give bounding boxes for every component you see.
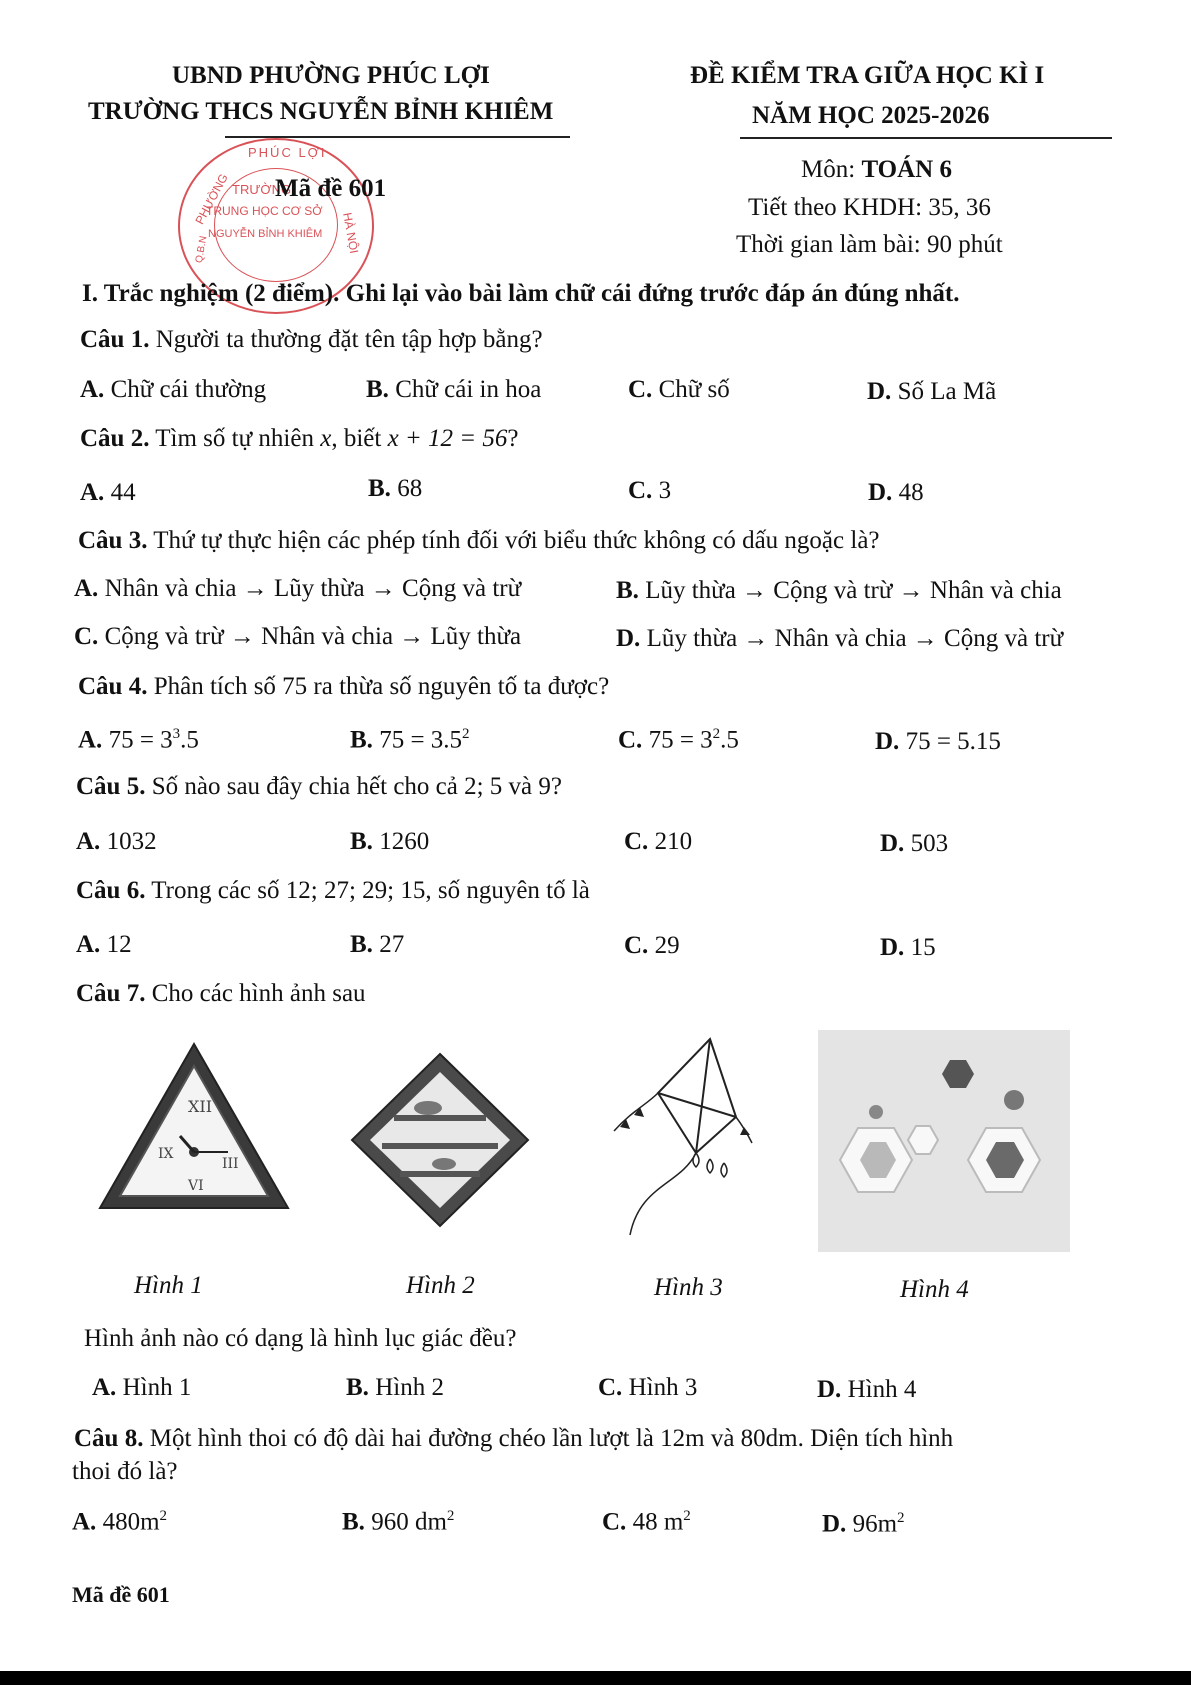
question-1 [80, 326, 543, 354]
option-letter: C. [628, 477, 653, 504]
q6-option-c [624, 932, 680, 960]
option-text: Lũy thừa → Nhân và chia → Cộng và trừ [640, 625, 1064, 652]
q8-option-a [72, 1508, 167, 1536]
option-letter: D. [822, 1510, 847, 1538]
option-text: Hình 4 [841, 1376, 917, 1403]
option-letter: C. [628, 376, 653, 403]
q8-option-b [342, 1508, 454, 1536]
q6-option-d [880, 934, 936, 962]
question-text: Cho các hình ảnh sau [145, 980, 366, 1007]
option-letter: B. [616, 577, 639, 604]
option-text: 48 [892, 479, 924, 506]
option-text: .5 [720, 726, 739, 754]
question-text: Thứ tự thực hiện các phép tính đối với biểu thức không có dấu ngoặc là? [147, 527, 880, 554]
option-letter: D. [868, 479, 893, 506]
question-text: Một hình thoi có độ dài hai đường chéo lần lượt là 12m và 80dm. Diện tích hình [143, 1425, 954, 1452]
option-letter: B. [350, 828, 373, 855]
q1-option-d [867, 378, 996, 406]
q3-option-b [616, 577, 1062, 605]
figure-4-hexagon-shelves [818, 1030, 1070, 1252]
option-letter: C. [598, 1374, 623, 1401]
option-text: 75 = 5.15 [899, 728, 1001, 755]
q7-option-d [817, 1376, 916, 1404]
q4-option-d [875, 728, 1001, 756]
q4-option-b [350, 726, 470, 754]
q1-option-a [80, 376, 266, 404]
exponent: 2 [712, 726, 721, 742]
q6-option-a [76, 931, 132, 959]
option-letter: C. [602, 1508, 627, 1536]
option-letter: D. [867, 378, 892, 405]
option-letter: A. [76, 931, 101, 958]
option-letter: A. [80, 479, 105, 506]
option-letter: B. [366, 376, 389, 403]
question-label: Câu 3. [78, 527, 148, 554]
option-text: 480m [96, 1508, 160, 1536]
option-letter: C. [618, 726, 643, 754]
exam-title: ĐỀ KIỂM TRA GIỮA HỌC KÌ I [690, 62, 1045, 89]
option-letter: A. [80, 376, 105, 403]
periods-line: Tiết theo KHDH: 35, 36 [748, 194, 991, 221]
subject-name: TOÁN 6 [861, 156, 952, 183]
option-text: 27 [372, 931, 405, 958]
stamp-line-2: TRUNG HỌC CƠ SỞ [206, 204, 323, 218]
option-text: 960 dm [364, 1508, 447, 1536]
option-text: Cộng và trừ → Nhân và chia → Lũy thừa [98, 623, 522, 650]
figure-1-triangle-clock [96, 1040, 292, 1212]
question-label: Câu 5. [76, 773, 146, 800]
q3-option-c [74, 623, 521, 651]
option-text: 48 m [626, 1508, 684, 1536]
svg-text:III: III [222, 1156, 239, 1172]
q7-option-c [598, 1374, 697, 1402]
option-text: Số La Mã [891, 378, 997, 405]
q1-option-b [366, 376, 541, 404]
q2-option-c [628, 477, 671, 505]
stamp-line-1: TRƯỜNG [232, 182, 292, 197]
svg-text:VI: VI [188, 1178, 204, 1194]
option-letter: A. [78, 726, 103, 754]
question-label: Câu 1. [80, 326, 150, 353]
option-letter: B. [346, 1374, 369, 1401]
option-letter: A. [74, 575, 99, 602]
option-letter: A. [76, 828, 101, 855]
option-text: 12 [100, 931, 132, 958]
option-text: 15 [904, 934, 936, 961]
question-2 [80, 425, 519, 453]
option-letter: C. [624, 828, 649, 855]
q7-option-b [346, 1374, 444, 1402]
option-text: 210 [648, 828, 693, 855]
option-text: Hình 2 [368, 1374, 444, 1401]
exponent: 2 [897, 1510, 905, 1526]
option-text: Hình 1 [116, 1374, 192, 1401]
exponent: 3 [172, 726, 181, 742]
option-text: 3 [652, 477, 672, 504]
option-text: Lũy thừa → Cộng và trừ → Nhân và chia [638, 577, 1062, 604]
option-text: 503 [904, 830, 949, 857]
q1-option-c [628, 376, 730, 404]
question-7 [76, 980, 366, 1008]
figure-3-caption: Hình 3 [654, 1274, 723, 1301]
scan-bottom-edge [0, 1671, 1191, 1685]
duration-line: Thời gian làm bài: 90 phút [736, 231, 1003, 258]
exponent: 2 [159, 1508, 168, 1524]
option-letter: D. [817, 1376, 842, 1403]
q3-option-d [616, 625, 1063, 653]
stamp-right-text: HÀ NỘI [340, 211, 362, 255]
stamp-left-text: PHƯỜNG [192, 171, 231, 227]
option-text: 68 [390, 475, 423, 502]
subject-line [801, 156, 952, 184]
svg-text:XII: XII [188, 1097, 213, 1116]
question-text: Phân tích số 75 ra thừa số nguyên tố ta được? [147, 673, 610, 700]
question-label: Câu 4. [78, 673, 148, 700]
option-letter: B. [368, 475, 391, 502]
figure-2-diamond-shelf [348, 1050, 532, 1230]
q6-option-b [350, 931, 404, 959]
question-text: Số nào sau đây chia hết cho cả 2; 5 và 9? [145, 773, 562, 800]
exponent: 2 [446, 1508, 455, 1524]
stamp-line-3: NGUYỄN BỈNH KHIÊM [208, 228, 323, 240]
variable: x [320, 425, 332, 452]
exponent: 2 [462, 726, 470, 742]
svg-text:IX: IX [158, 1146, 174, 1162]
option-text: 75 = 3.5 [372, 726, 463, 754]
q2-option-d [868, 479, 924, 507]
right-header-rule [740, 137, 1112, 139]
exponent: 2 [683, 1508, 691, 1524]
q4-option-a [78, 726, 199, 754]
question-8-continued: thoi đó là? [72, 1458, 178, 1485]
question-label: Câu 8. [74, 1425, 144, 1452]
question-label: Câu 6. [76, 877, 146, 904]
q8-option-c [602, 1508, 691, 1536]
question-text: , biết [331, 425, 388, 452]
figure-1-caption: Hình 1 [134, 1272, 203, 1299]
option-letter: C. [74, 623, 99, 650]
q7-option-a [92, 1374, 191, 1402]
option-text: 96m [846, 1510, 898, 1538]
q2-option-a [80, 479, 136, 507]
option-letter: D. [880, 830, 905, 857]
option-letter: A. [92, 1374, 117, 1401]
q7-question: Hình ảnh nào có dạng là hình lục giác đều? [84, 1325, 517, 1352]
option-letter: D. [880, 934, 905, 961]
option-text: 75 = 3 [642, 726, 713, 754]
option-letter: D. [616, 625, 641, 652]
footer-exam-code: Mã đề 601 [72, 1582, 170, 1607]
subject-label: Môn: [801, 156, 862, 183]
question-text: Người ta thường đặt tên tập hợp bằng? [149, 326, 543, 353]
option-text: Hình 3 [622, 1374, 698, 1401]
question-end: ? [507, 425, 519, 452]
question-label: Câu 2. [80, 425, 150, 452]
stamp-number: Q.B.N [193, 235, 210, 264]
option-text: 75 = 3 [102, 726, 173, 754]
question-text: Tìm số tự nhiên [149, 425, 321, 452]
option-text: 1260 [372, 828, 430, 855]
option-text: Nhân và chia → Lũy thừa → Cộng và trừ [98, 575, 522, 602]
option-text: 1032 [100, 828, 157, 855]
option-letter: A. [72, 1508, 97, 1536]
option-letter: B. [350, 726, 373, 754]
question-text: Trong các số 12; 27; 29; 15, số nguyên tố là [145, 877, 590, 904]
q5-option-a [76, 828, 157, 856]
question-5 [76, 773, 562, 801]
option-text: Chữ cái in hoa [388, 376, 542, 403]
q5-option-d [880, 830, 948, 858]
stamp-top-text: PHÚC LỢI [248, 145, 327, 160]
option-letter: D. [875, 728, 900, 755]
q3-option-a [74, 575, 521, 603]
question-label: Câu 7. [76, 980, 146, 1007]
department-name: UBND PHƯỜNG PHÚC LỢI [172, 62, 490, 89]
figure-3-kite [610, 1035, 760, 1245]
section-1-title: I. Trắc nghiệm (2 điểm). Ghi lại vào bài làm chữ cái đứng trước đáp án đúng nhất. [82, 280, 960, 307]
question-3 [78, 527, 880, 555]
option-text: 44 [104, 479, 136, 506]
exam-code: Mã đề 601 [275, 175, 387, 202]
q2-option-b [368, 475, 422, 503]
equation: x + 12 = 56 [387, 425, 508, 452]
option-letter: C. [624, 932, 649, 959]
figure-4-caption: Hình 4 [900, 1276, 969, 1303]
option-text: Chữ số [652, 376, 730, 403]
q8-option-d [822, 1510, 905, 1538]
question-4 [78, 673, 609, 701]
school-name: TRƯỜNG THCS NGUYỄN BỈNH KHIÊM [88, 98, 554, 125]
figure-2-caption: Hình 2 [406, 1272, 475, 1299]
school-year: NĂM HỌC 2025-2026 [752, 102, 990, 129]
q5-option-b [350, 828, 429, 856]
option-text: .5 [180, 726, 199, 754]
option-text: Chữ cái thường [104, 376, 267, 403]
q5-option-c [624, 828, 692, 856]
option-letter: B. [342, 1508, 365, 1536]
option-letter: B. [350, 931, 373, 958]
option-text: 29 [648, 932, 680, 959]
q4-option-c [618, 726, 739, 754]
question-6 [76, 877, 590, 905]
question-8 [74, 1425, 953, 1453]
